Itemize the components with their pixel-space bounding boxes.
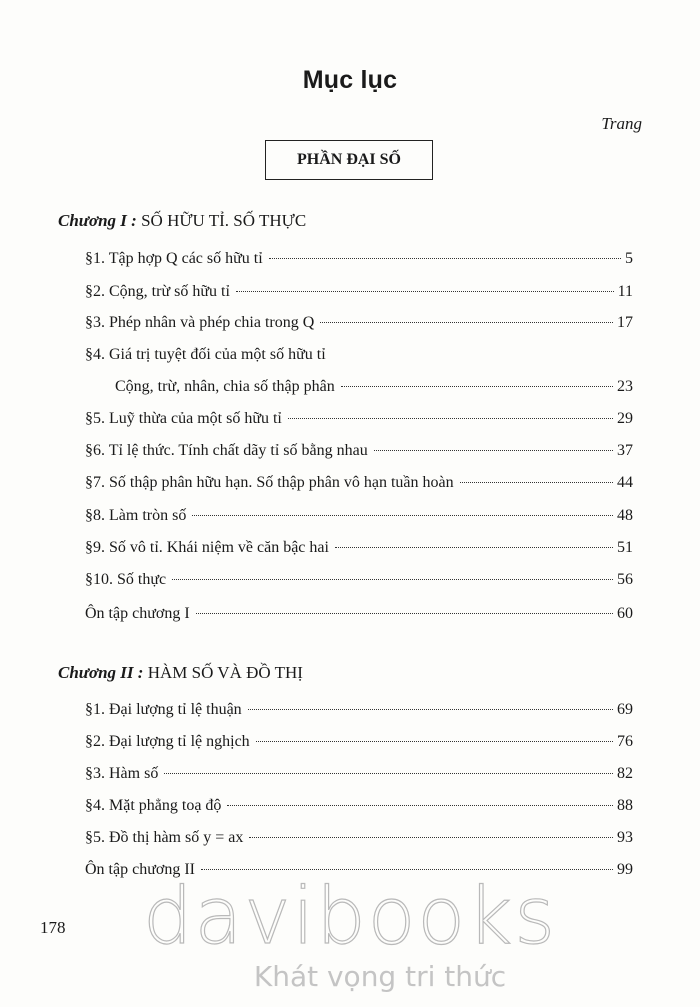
toc-entry[interactable] — [115, 378, 633, 400]
toc-entry-page: 60 — [617, 605, 633, 622]
toc-entry-page: 82 — [617, 765, 633, 782]
toc-entry-label: §10. Số thực — [85, 571, 167, 588]
toc-entry[interactable] — [85, 314, 633, 336]
leader-dots — [164, 773, 613, 774]
leader-dots — [460, 482, 613, 483]
toc-entry-label: §9. Số vô tỉ. Khái niệm về căn bậc hai — [85, 539, 329, 556]
toc-entry[interactable] — [85, 442, 633, 464]
toc-entry-label: Ôn tập chương I — [85, 605, 190, 622]
chapter-1-heading — [58, 211, 306, 231]
toc-entry-page: 23 — [617, 378, 633, 395]
leader-dots — [320, 322, 613, 323]
leader-dots — [192, 515, 613, 516]
leader-dots — [248, 709, 613, 710]
leader-dots — [256, 741, 613, 742]
toc-entry[interactable] — [85, 507, 633, 529]
toc-entry[interactable] — [85, 701, 633, 723]
toc-entry-label: §2. Cộng, trừ số hữu tỉ — [85, 283, 230, 300]
toc-entry-label: Ôn tập chương II — [85, 861, 195, 878]
watermark-tagline: Khát vọng tri thức — [253, 960, 507, 993]
leader-dots — [227, 805, 613, 806]
toc-entry[interactable] — [85, 733, 633, 755]
toc-entry-page: 44 — [617, 474, 633, 491]
toc-entry-page: 48 — [617, 507, 633, 524]
toc-entry-label: Cộng, trừ, nhân, chia số thập phân — [115, 378, 335, 395]
toc-entry-page: 11 — [617, 283, 633, 300]
toc-entry-label: §1. Tập hợp Q các số hữu tỉ — [85, 250, 263, 267]
toc-entry[interactable] — [85, 283, 633, 305]
toc-entry-label: §1. Đại lượng tỉ lệ thuận — [85, 701, 242, 718]
leader-dots — [335, 547, 613, 548]
toc-entry-label: §8. Làm tròn số — [85, 507, 187, 524]
toc-entry[interactable] — [85, 829, 633, 851]
toc-entry-page: 51 — [617, 539, 633, 556]
leader-dots — [196, 613, 613, 614]
leader-dots — [236, 291, 614, 292]
toc-entry[interactable] — [85, 410, 633, 432]
leader-dots — [341, 386, 613, 387]
toc-entry-label: §5. Luỹ thừa của một số hữu tỉ — [85, 410, 282, 427]
leader-dots — [172, 579, 613, 580]
toc-entry[interactable] — [85, 797, 633, 819]
toc-entry-label: §3. Phép nhân và phép chia trong Q — [85, 314, 315, 331]
toc-entry-page: 29 — [617, 410, 633, 427]
toc-entry-page: 93 — [617, 829, 633, 846]
toc-entry[interactable] — [85, 765, 633, 787]
toc-entry-page: 37 — [617, 442, 633, 459]
toc-entry-page: 69 — [617, 701, 633, 718]
toc-entry-label: §5. Đồ thị hàm số y = ax — [85, 829, 244, 846]
chapter-2-name: HÀM SỐ VÀ ĐỒ THỊ — [143, 663, 303, 682]
leader-dots — [201, 869, 613, 870]
toc-entry-label: §2. Đại lượng tỉ lệ nghịch — [85, 733, 250, 750]
watermark-logo: davibooks — [143, 872, 557, 962]
toc-entry-label: §4. Mặt phẳng toạ độ — [85, 797, 222, 814]
toc-entry[interactable] — [85, 474, 633, 496]
toc-entry[interactable] — [85, 605, 633, 627]
toc-entry-page: 99 — [617, 861, 633, 878]
toc-entry-label: §6. Tỉ lệ thức. Tính chất dãy tỉ số bằng nhau — [85, 442, 368, 459]
toc-entry-label: §3. Hàm số — [85, 765, 159, 782]
chapter-1-label: Chương I : — [58, 211, 137, 230]
toc-entry[interactable] — [85, 250, 633, 272]
toc-entry-page: 5 — [625, 250, 633, 267]
leader-dots — [374, 450, 613, 451]
toc-entry-page: 56 — [617, 571, 633, 588]
toc-entry-page: 76 — [617, 733, 633, 750]
chapter-2-label: Chương II : — [58, 663, 144, 682]
part-heading-text: PHẦN ĐẠI SỐ — [296, 151, 401, 168]
part-heading — [265, 140, 433, 180]
leader-dots — [249, 837, 613, 838]
toc-entry-page: 17 — [617, 314, 633, 331]
toc-entry-label: §7. Số thập phân hữu hạn. Số thập phân vô hạn tuần hoàn — [85, 474, 454, 491]
chapter-2-heading — [58, 663, 303, 683]
page-title: Mục lục — [302, 66, 398, 94]
leader-dots — [288, 418, 613, 419]
page-column-label: Trang — [601, 114, 642, 133]
toc-entry[interactable] — [85, 571, 633, 593]
leader-dots — [269, 258, 621, 259]
chapter-1-name: SỐ HỮU TỈ. SỐ THỰC — [136, 211, 307, 230]
toc-entry-heading[interactable]: §4. Giá trị tuyệt đối của một số hữu tỉ — [85, 346, 326, 363]
toc-entry-page: 88 — [617, 797, 633, 814]
toc-entry[interactable] — [85, 539, 633, 561]
page-number: 178 — [40, 918, 66, 937]
